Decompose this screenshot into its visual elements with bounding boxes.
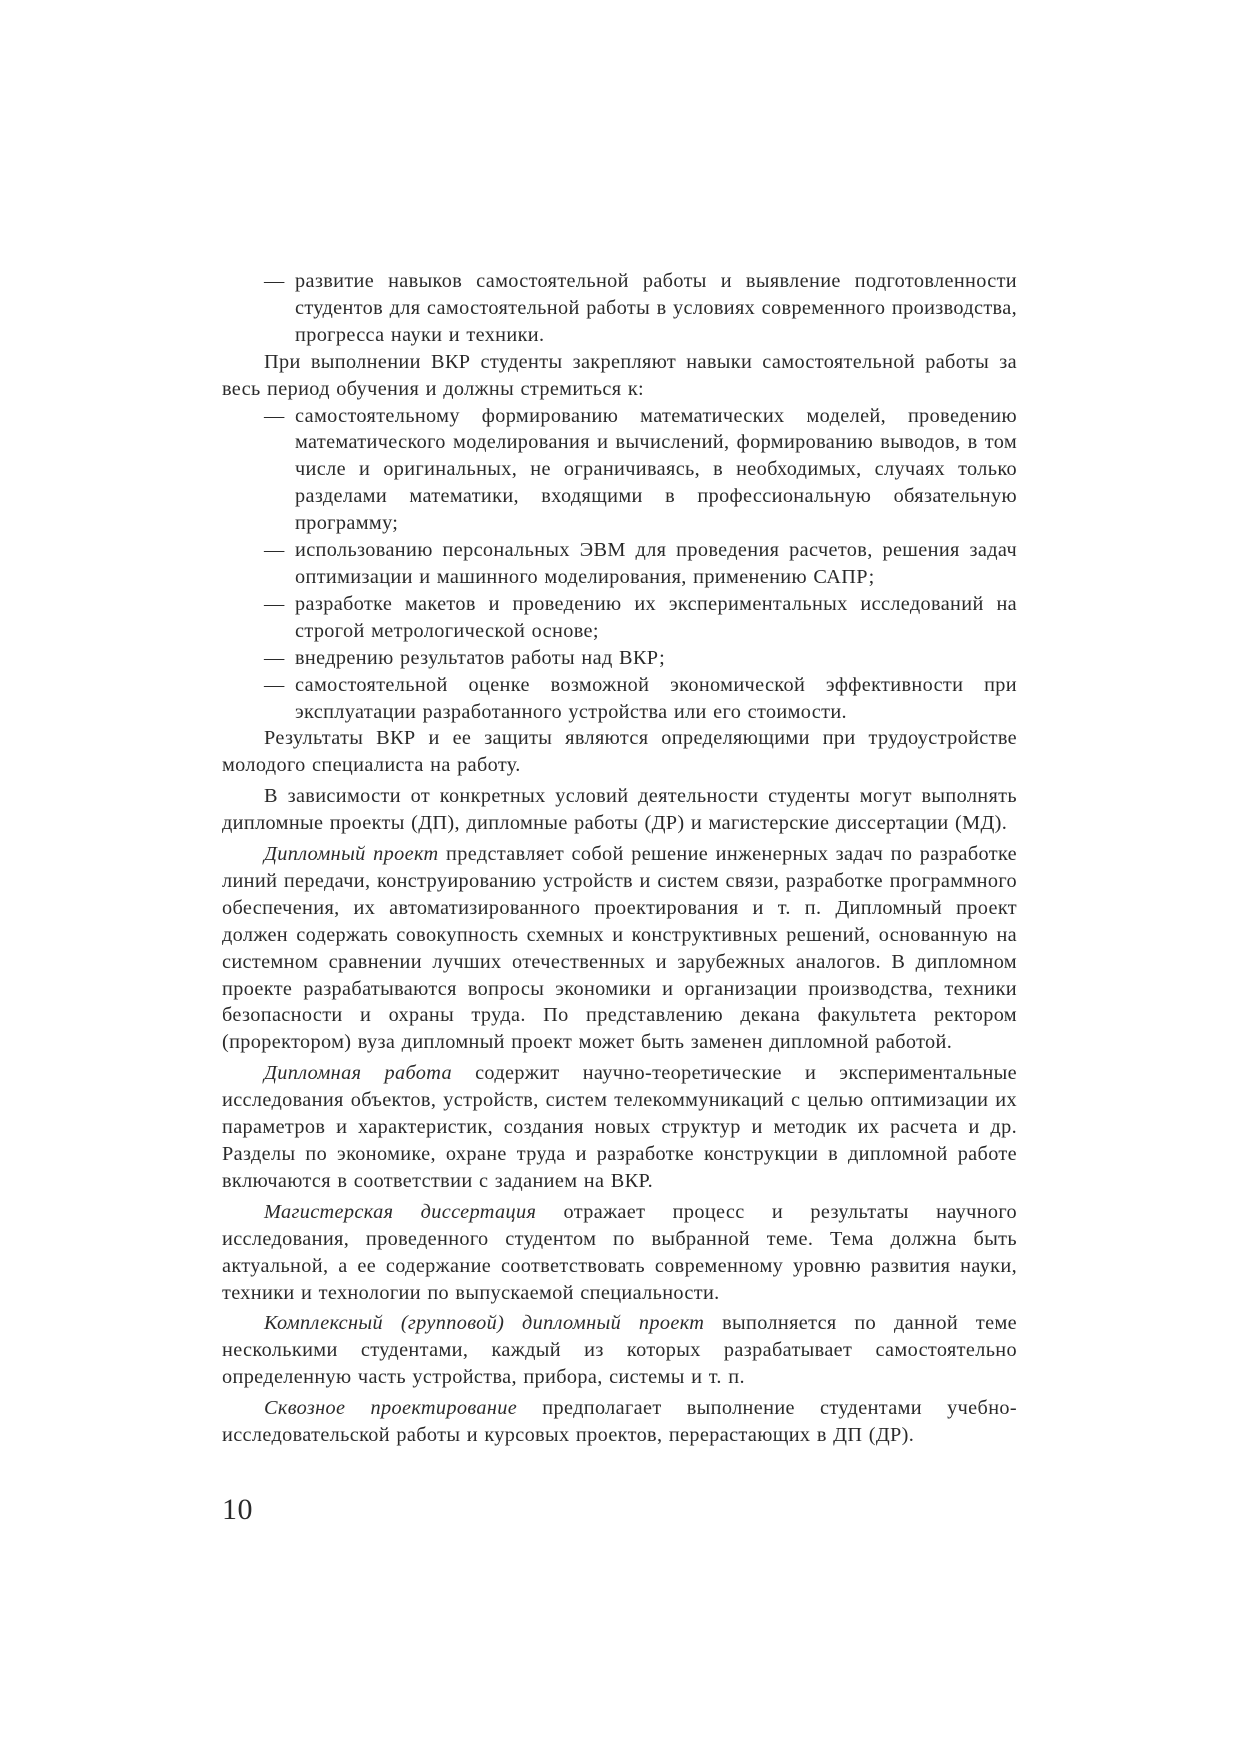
list-item-text: самостоятельной оценке возможной экономической эффективности при эксплуатации разработанного устройства или его стоимости.	[295, 673, 1017, 723]
goals-list-item	[222, 645, 1017, 672]
paragraph-goals-intro: При выполнении ВКР студенты закрепляют навыки самостоятельной работы за весь период обучения и должны стремиться к:	[222, 350, 1017, 400]
list-dash: —	[264, 539, 285, 562]
definition-diploma-project: представляет собой решение инженерных задач по разработке линий передачи, конструированию устройств и систем связи, разработке программного обеспечения, их автоматизированного проектирования и т. п. Дипломный проект должен содержать совокупность схемных и конструктивных решений, основанную на системном сравнении лучших отечественных и зарубежных аналогов. В дипломном проекте разрабатываются вопросы экономики и организации производства, техники безопасности и охраны труда. По представлению декана факультета ректором (проректором) вуза дипломный проект может быть заменен дипломной работой.	[222, 843, 1018, 1054]
term-complex-project: Комплексный (групповой) дипломный проект	[264, 1312, 705, 1335]
definition-diploma-work: содержит научно-теоретические и экспериментальные исследования объектов, устройств, систем телекоммуникаций с целью оптимизации их параметров и характеристик, создания новых структур и методик их расчета и др. Разделы по экономике, охране труда и разработке конструкции в дипломной работе включаются в соответствии с заданием на ВКР.	[222, 1062, 1017, 1192]
list-dash: —	[264, 404, 285, 427]
goals-list-item	[222, 537, 1017, 591]
term-diploma-project: Дипломный проект	[264, 843, 439, 866]
term-diploma-work: Дипломная работа	[264, 1062, 452, 1085]
list-item-text: самостоятельному формированию математических моделей, проведению математического моделирования и вычислений, формированию выводов, в том числе и оригинальных, не ограничиваясь, в необходимых, случаях только разделами математики, входящими в профессиональную обязательную программу;	[295, 404, 1017, 535]
paragraph-end-to-end-design	[222, 1395, 1017, 1449]
paragraph-diploma-work	[222, 1060, 1017, 1195]
list-dash: —	[264, 673, 285, 696]
definition-master-thesis: отражает процесс и результаты научного исследования, проведенного студентом по выбранной теме. Тема должна быть актуальной, а ее содержание соответствовать современному уровню развития науки, техники и технологии по выпускаемой специальности.	[222, 1200, 1017, 1304]
paragraph-work-types: В зависимости от конкретных условий деятельности студенты могут выполнять дипломные проекты (ДП), дипломные работы (ДР) и магистерские диссертации (МД).	[222, 785, 1017, 835]
term-end-to-end-design: Сквозное проектирование	[264, 1397, 518, 1420]
intro-list-item	[222, 268, 1017, 349]
goals-list-item	[222, 672, 1017, 726]
list-dash: —	[264, 270, 285, 292]
paragraph-complex-project	[222, 1310, 1017, 1391]
paragraph-results: Результаты ВКР и ее защиты являются определяющими при трудоустройстве молодого специалиста на работу.	[222, 727, 1017, 777]
list-item-text: разработке макетов и проведению их экспериментальных исследований на строгой метрологической основе;	[295, 592, 1017, 642]
goals-list-item	[222, 403, 1017, 538]
definition-complex-project: выполняется по данной теме несколькими студентами, каждый из которых разрабатывает самостоятельно определенную часть устройства, прибора, системы и т. п.	[222, 1312, 1017, 1389]
list-item-text: использованию персональных ЭВМ для проведения расчетов, решения задач оптимизации и машинного моделирования, применению САПР;	[295, 539, 1017, 588]
term-master-thesis: Магистерская диссертация	[264, 1200, 537, 1223]
definition-end-to-end-design: предполагает выполнение студентами учебно-исследовательской работы и курсовых проектов, перерастающих в ДП (ДР).	[222, 1397, 1017, 1447]
list-dash: —	[264, 592, 285, 615]
list-item-text: развитие навыков самостоятельной работы и выявление подготовленности студентов для самостоятельной работы в условиях современного производства, прогресса науки и техники.	[295, 270, 1017, 346]
page-body	[222, 268, 1017, 1449]
page-number: 10	[222, 1493, 253, 1526]
goals-list-item	[222, 591, 1017, 645]
paragraph-diploma-project	[222, 841, 1017, 1056]
list-item-text: внедрению результатов работы над ВКР;	[295, 646, 666, 669]
list-dash: —	[264, 646, 285, 669]
paragraph-master-thesis	[222, 1199, 1017, 1307]
